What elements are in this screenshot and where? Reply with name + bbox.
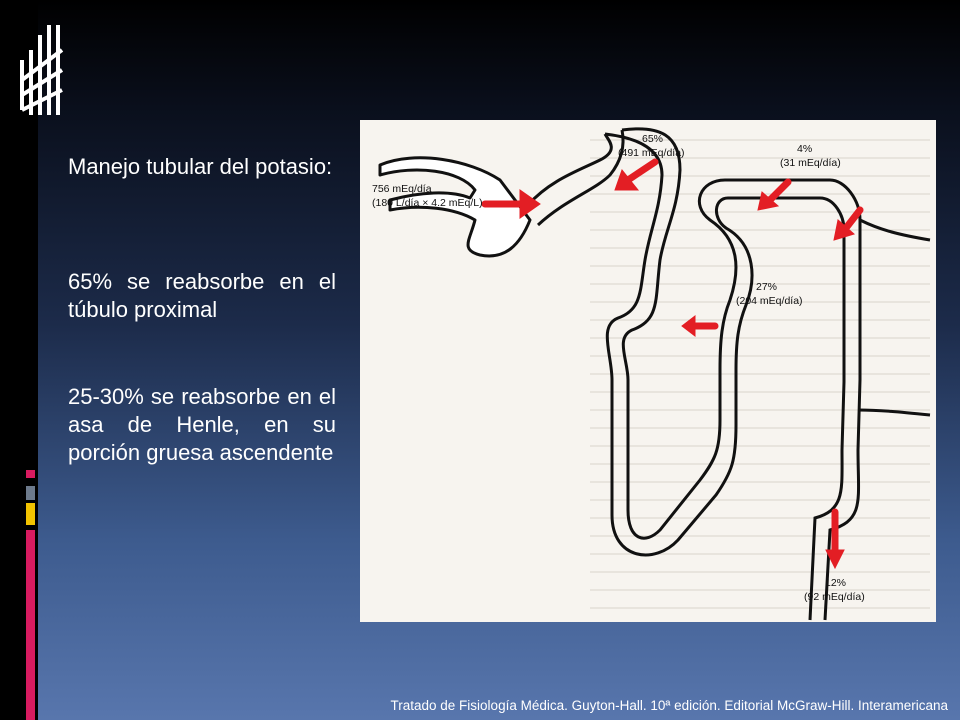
collecting-duct <box>858 220 930 415</box>
label-distal-pct: 4% <box>797 143 813 155</box>
distal-arrow-2 <box>846 210 860 228</box>
tubule-inner <box>605 134 847 620</box>
proximal-reabsorption-arrow <box>628 162 655 180</box>
citation-footer: Tratado de Fisiología Médica. Guyton-Hall. 10ª edición. Editorial McGraw-Hill. Interamericana <box>390 698 948 713</box>
decorative-lines-icon <box>12 20 72 120</box>
nephron-figure <box>360 120 936 622</box>
label-filtered-calc: (180 L/día × 4.2 mEq/L) <box>372 197 483 209</box>
label-distal-amount: (31 mEq/día) <box>780 157 841 169</box>
label-henle-pct: 27% <box>756 281 778 293</box>
label-filtered-load: 756 mEq/día <box>372 183 432 195</box>
label-henle-amount: (204 mEq/día) <box>736 295 803 307</box>
label-excreted-amount: (92 mEq/día) <box>804 591 865 603</box>
label-excreted-pct: 12% <box>825 577 847 589</box>
paragraph-henle: 25-30% se reabsorbe en el asa de Henle, en su porción gruesa ascendente <box>68 384 336 465</box>
accent-bar-pink <box>26 530 35 720</box>
accent-block-yellow <box>26 503 35 525</box>
label-proximal-amount: (491 mEq/día) <box>618 147 685 159</box>
label-proximal-pct: 65% <box>642 133 664 145</box>
accent-block-gray <box>26 486 35 500</box>
proximal-tubule <box>528 130 623 225</box>
nephron-diagram <box>360 120 936 622</box>
paragraph-title: Manejo tubular del potasio: <box>68 154 333 179</box>
paragraph-proximal: 65% se reabsorbe en el túbulo proximal <box>68 269 336 322</box>
accent-block-pink <box>26 470 35 478</box>
